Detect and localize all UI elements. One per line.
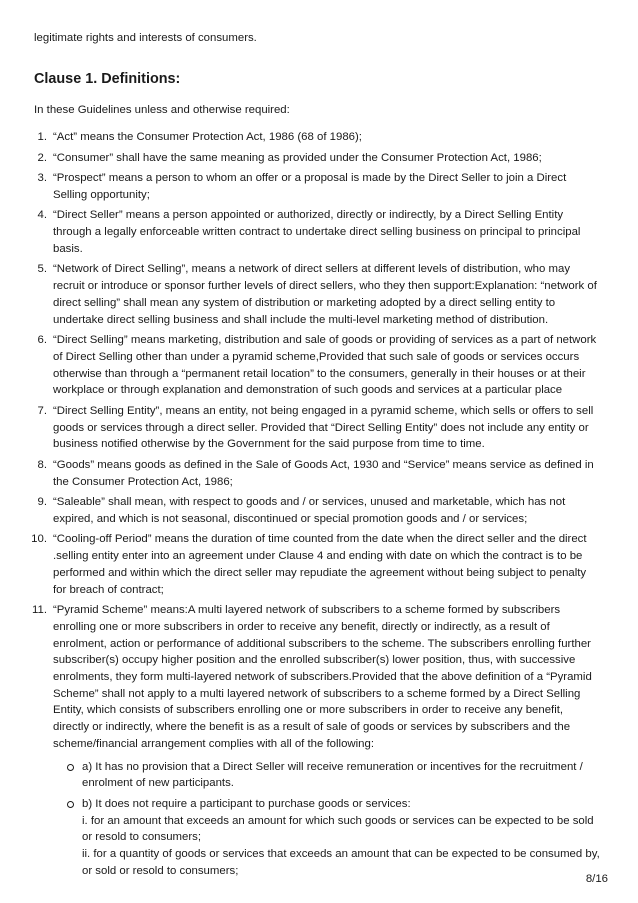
list-item (34, 261, 600, 328)
item-text: “Prospect” means a person to whom an offer or a proposal is made by the Direct Seller to join a Direct Selling opportunity; (53, 172, 567, 201)
item-text: “Cooling-off Period” means the duration of time counted from the date when the direct seller and the direct .selling entity enter into an agreement under Clause 4 and ending with date on which the contract is to be performed and within which the direct seller may repudiate the agreement without being subject to penalty for breach of contract; (53, 533, 587, 596)
item-text: “Saleable” shall mean, with respect to goods and / or services, unused and marketable, which has not expired, and which is not seasonal, discontinued or special promotion goods and / or services; (53, 496, 566, 525)
definitions-list (31, 129, 600, 879)
item-text: “Goods” means goods as defined in the Sale of Goods Act, 1930 and “Service” means service as defined in the Consumer Protection Act, 1986; (53, 458, 594, 488)
item-number: 11. (32, 604, 47, 617)
list-item (34, 150, 600, 167)
sub-item-text: a) It has no provision that a Direct Seller will receive remuneration or incentives for the recruitment / enrolment of new participants. (82, 760, 583, 790)
item-text: “Direct Seller” means a person appointed or authorized, directly or indirectly, by a Direct Selling Entity through a legally enforceable written contract to undertake direct selling business on principal to principal basis. (53, 209, 581, 255)
document-page (31, 30, 600, 883)
item-number: 6. (37, 334, 47, 347)
list-item (34, 170, 600, 203)
sub-list-item (53, 796, 600, 880)
item-text: “Direct Selling Entity”, means an entity, not being engaged in a pyramid scheme, which sells or offers to sell goods or services through a direct seller. Provided that “Direct Selling Entity” does not include any entity or business notified otherwise by the Government for the said purpose from time to time. (53, 404, 594, 451)
list-item (34, 129, 600, 146)
item-number: 5. (37, 263, 47, 276)
clause-title: Clause 1. Definitions: (34, 71, 181, 87)
list-item (34, 457, 600, 490)
sub-list (53, 759, 600, 880)
lead-text: In these Guidelines unless and otherwise required: (34, 104, 290, 116)
item-number: 3. (37, 172, 47, 185)
item-text: “Consumer” shall have the same meaning as provided under the Consumer Protection Act, 1986; (53, 151, 542, 164)
item-text: “Pyramid Scheme” means:A multi layered network of subscribers to a scheme formed by subscribers enrolling one or more subscribers in order to receive any benefit, directly or indirectly, as a result of enrolment, action or performance of additional subscribers to the scheme. The subscribers enrolling further subscriber(s) occupy higher position and the enrolled subscriber(s) lower position, thus, with successive enrolments, they form multi-layered network of subscribers.Provided that the above definition of a “Pyramid Scheme” shall not apply to a multi layered network of subscribers to a scheme formed by a Direct Selling Entity, which consists of subscribers enrolling one or more subscribers in order to receive any benefit, directly or indirectly, where the benefit is as a result of sale of goods or services by subscribers and the scheme/financial arrangement complies with all of the following: (53, 604, 592, 750)
list-item (34, 332, 600, 399)
sub-item-text: b) It does not require a participant to purchase goods or services: (82, 797, 411, 810)
item-number: 7. (37, 404, 47, 417)
item-number: 2. (37, 151, 47, 164)
list-item (34, 602, 600, 879)
list-item (34, 207, 600, 257)
list-item (34, 403, 600, 453)
item-number: 10. (31, 533, 47, 546)
circle-bullet-icon (67, 764, 74, 771)
sub-item-text: ii. for a quantity of goods or services that exceeds an amount that can be expected to be consumed by, or sold or resold to consumers; (82, 848, 600, 877)
intro-text: legitimate rights and interests of consumers. (34, 32, 257, 44)
list-item (31, 531, 600, 598)
circle-bullet-icon (67, 801, 74, 808)
sub-item-text: i. for an amount that exceeds an amount for which such goods or services can be expected to be sold or resold to consumers; (82, 814, 594, 844)
item-number: 8. (37, 458, 47, 471)
item-number: 9. (37, 496, 47, 509)
sub-list-item (53, 759, 600, 792)
item-number: 4. (37, 209, 47, 222)
page-number: 8/16 (585, 873, 608, 885)
list-item (34, 494, 600, 527)
item-text: “Direct Selling” means marketing, distribution and sale of goods or providing of services as a part of network of Direct Selling other than under a pyramid scheme,Provided that such sale of goods or services occurs otherwise than through a “permanent retail location” to the consumers, generally in their houses or at their workplace or through explanation and demonstration of such goods and services at a particular place (53, 334, 597, 397)
item-number: 1. (37, 131, 47, 143)
item-text: “Act” means the Consumer Protection Act, 1986 (68 of 1986); (53, 131, 362, 143)
item-text: “Network of Direct Selling”, means a network of direct sellers at different levels of distribution, who may recruit or introduce or sponsor further levels of direct sellers, who they then support:Explanation: “network of direct selling” shall mean any system of distribution or marketing adopted by a direct selling entity to undertake direct selling business and shall include the multi-level marketing method of distribution. (53, 263, 597, 326)
